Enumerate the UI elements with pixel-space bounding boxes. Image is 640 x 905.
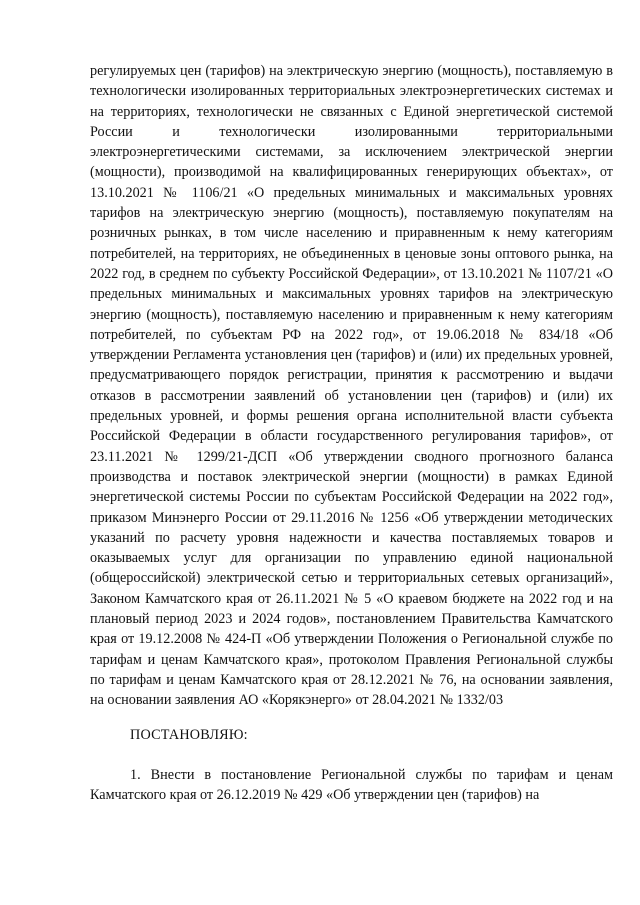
resolution-heading: ПОСТАНОВЛЯЮ:: [130, 726, 248, 743]
body-paragraph-item-1: 1. Внести в постановление Региональной службы по тарифам и ценам Камчатского края от 26.12.2019 № 429 «Об утверждении цен (тарифов) на: [90, 766, 613, 804]
document-page: [90, 61, 613, 805]
body-paragraph-continuation: регулируемых цен (тарифов) на электрическую энергию (мощность), поставляемую в технологически изолированных территориальных электроэнергетических системах и на территориях, технологически не связанных с Единой энергетической системой России и технологически изолированными территориальными электроэнергетическими системами, за исключением электрической энергии (мощности), производимой на квалифицированных генерирующих объектах», от 13.10.2021 № 1106/21 «О предельных минимальных и максимальных уровнях тарифов на электрическую энергию (мощность), поставляемую покупателям на розничных рынках, в том числе населению и приравненным к нему категориям потребителей, на территориях, не объединенных в ценовые зоны оптового рынка, на 2022 год, в среднем по субъекту Российской Федерации», от 13.10.2021 № 1107/21 «О предельных минимальных и максимальных уровнях тарифов на электрическую энергию (мощность), поставляемую населению и приравненным к нему категориям потребителей, по субъектам РФ на 2022 год», от 19.06.2018 № 834/18 «Об утверждении Регламента установления цен (тарифов) и (или) их предельных уровней, предусматривающего порядок регистрации, принятия к рассмотрению и выдачи отказов в рассмотрении заявлений об установлении цен (тарифов) и (или) их предельных уровней, и формы решения органа исполнительной власти субъекта Российской Федерации в области государственного регулирования тарифов», от 23.11.2021 № 1299/21-ДСП «Об утверждении сводного прогнозного баланса производства и поставок электрической энергии (мощности) в рамках Единой энергетической системы России по субъектам Российской Федерации на 2022 год», приказом Минэнерго России от 29.11.2016 № 1256 «Об утверждении методических указаний по расчету уровня надежности и качества поставляемых товаров и оказываемых услуг для организации по управлению единой национальной (общероссийской) электрической сетью и территориальных сетевых организаций», Законом Камчатского края от 26.11.2021 № 5 «О краевом бюджете на 2022 год и на плановый период 2023 и 2024 годов», постановлением Правительства Камчатского края от 19.12.2008 № 424-П «Об утверждении Положения о Региональной службе по тарифам и ценам Камчатского края», протоколом Правления Региональной службы по тарифам и ценам Камчатского края от 28.12.2021 № 76, на основании заявления, на основании заявления АО «Корякэнерго» от 28.04.2021 № 1332/03: [90, 63, 613, 709]
